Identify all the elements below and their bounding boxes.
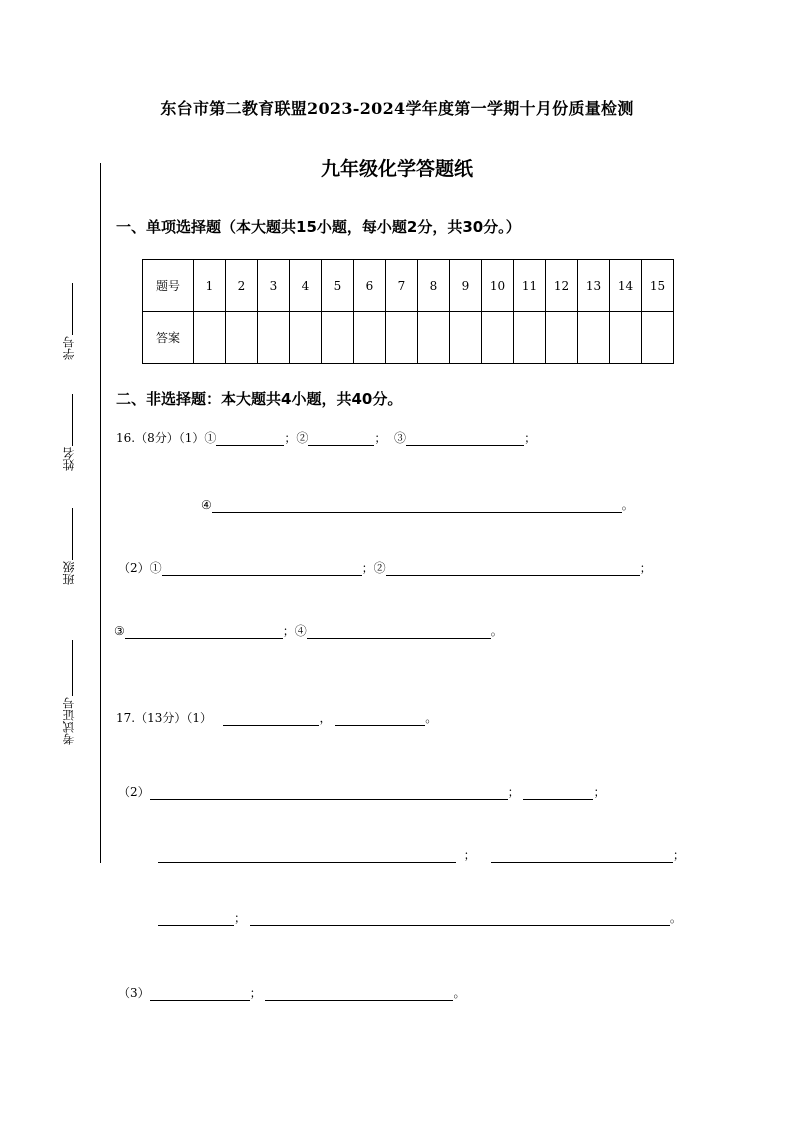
exam-no-label: 考试证号 — [62, 697, 76, 745]
semicolon: ； — [639, 561, 652, 575]
question-number: 6 — [354, 260, 386, 312]
q16-1-blank-4[interactable] — [212, 499, 622, 513]
question-number: 13 — [578, 260, 610, 312]
circle-3: ③ — [394, 431, 407, 445]
q16-part2-label: （2）① — [118, 561, 162, 575]
q17-2-blank-1[interactable] — [150, 786, 508, 800]
section1-heading: 一、单项选择题（本大题共15小题，每小题2分，共30分。） — [116, 218, 521, 236]
q17-line5 — [118, 984, 466, 1001]
name-label: 姓名 — [62, 447, 76, 471]
circle-4: ④ — [201, 498, 212, 512]
question-number: 10 — [482, 260, 514, 312]
answer-cell[interactable] — [450, 312, 482, 364]
q17-2-blank-4[interactable] — [491, 849, 673, 863]
answer-cell[interactable] — [482, 312, 514, 364]
question-number-label: 题号 — [143, 260, 194, 312]
semicolon: ； — [282, 624, 295, 638]
question-number-row — [143, 260, 674, 312]
question-number: 15 — [642, 260, 674, 312]
semicolon: ； — [284, 431, 297, 445]
question-number: 8 — [418, 260, 450, 312]
q16-line1 — [116, 429, 536, 446]
q17-part3-label: （3） — [118, 986, 150, 1000]
section2-heading: 二、非选择题：本大题共4小题，共40分。 — [116, 390, 403, 408]
q16-2-blank-3[interactable] — [125, 625, 283, 639]
period: 。 — [621, 498, 634, 512]
class-label: 班级 — [62, 561, 76, 585]
class-blank[interactable] — [72, 508, 73, 560]
answer-cell[interactable] — [226, 312, 258, 364]
circle-2: ② — [373, 561, 386, 575]
q17-line4 — [158, 909, 682, 926]
answer-cell[interactable] — [290, 312, 322, 364]
answer-cell[interactable] — [194, 312, 226, 364]
period: 。 — [425, 711, 438, 725]
q17-2-blank-6[interactable] — [250, 912, 670, 926]
answer-cell[interactable] — [546, 312, 578, 364]
question-number: 4 — [290, 260, 322, 312]
q16-1-blank-1[interactable] — [216, 432, 284, 446]
question-number: 12 — [546, 260, 578, 312]
answer-cell[interactable] — [322, 312, 354, 364]
q17-label: 17.（13分）（1） — [116, 711, 212, 725]
answer-sheet-title: 九年级化学答题纸 — [320, 158, 473, 180]
question-number: 9 — [450, 260, 482, 312]
answer-cell[interactable] — [386, 312, 418, 364]
q16-label: 16.（8分）（1）① — [116, 431, 217, 445]
question-number: 11 — [514, 260, 546, 312]
q17-part2-label: （2） — [118, 785, 150, 799]
answer-cell[interactable] — [514, 312, 546, 364]
semicolon: ； — [593, 785, 606, 799]
comma: ， — [319, 711, 332, 725]
answer-cell[interactable] — [258, 312, 290, 364]
q17-line3 — [158, 846, 685, 863]
semicolon: ； — [374, 431, 387, 445]
q16-line2 — [201, 496, 634, 513]
answer-cell[interactable] — [354, 312, 386, 364]
answer-cell[interactable] — [418, 312, 450, 364]
q17-1-blank-1[interactable] — [223, 712, 319, 726]
binding-line — [100, 163, 101, 863]
period: 。 — [453, 986, 466, 1000]
circle-4: ④ — [294, 624, 307, 638]
semicolon: ； — [249, 986, 262, 1000]
q16-2-blank-1[interactable] — [162, 562, 362, 576]
answer-table — [142, 259, 674, 364]
q17-2-blank-5[interactable] — [158, 912, 234, 926]
question-number: 2 — [226, 260, 258, 312]
answer-cell[interactable] — [610, 312, 642, 364]
answer-cell[interactable] — [578, 312, 610, 364]
semicolon: ； — [234, 911, 247, 925]
exam-title: 东台市第二教育联盟2023-2024学年度第一学期十月份质量检测 — [160, 99, 634, 118]
q16-2-blank-4[interactable] — [307, 625, 491, 639]
answer-row — [143, 312, 674, 364]
q17-line1 — [116, 709, 437, 726]
semicolon: ； — [524, 431, 537, 445]
answer-cell[interactable] — [642, 312, 674, 364]
semicolon: ； — [463, 848, 476, 862]
question-number: 5 — [322, 260, 354, 312]
period: 。 — [669, 911, 682, 925]
student-id-blank[interactable] — [72, 283, 73, 335]
exam-no-blank[interactable] — [72, 640, 73, 696]
circle-2: ② — [296, 431, 309, 445]
q16-1-blank-2[interactable] — [308, 432, 374, 446]
q17-3-blank-2[interactable] — [265, 987, 453, 1001]
q16-line3 — [118, 559, 652, 576]
question-number: 3 — [258, 260, 290, 312]
q16-2-blank-2[interactable] — [386, 562, 640, 576]
q17-3-blank-1[interactable] — [150, 987, 250, 1001]
q16-line4 — [114, 622, 503, 639]
semicolon: ； — [361, 561, 374, 575]
semicolon: ； — [507, 785, 520, 799]
period: 。 — [490, 624, 503, 638]
q17-line2 — [118, 783, 606, 800]
question-number: 14 — [610, 260, 642, 312]
circle-3: ③ — [114, 624, 125, 638]
q17-2-blank-3[interactable] — [158, 849, 456, 863]
q16-1-blank-3[interactable] — [406, 432, 524, 446]
student-id-label: 学号 — [62, 336, 76, 360]
q17-2-blank-2[interactable] — [523, 786, 593, 800]
name-blank[interactable] — [72, 394, 73, 446]
question-number: 1 — [194, 260, 226, 312]
semicolon: ； — [672, 848, 685, 862]
q17-1-blank-2[interactable] — [335, 712, 425, 726]
question-number: 7 — [386, 260, 418, 312]
answer-label: 答案 — [143, 312, 194, 364]
